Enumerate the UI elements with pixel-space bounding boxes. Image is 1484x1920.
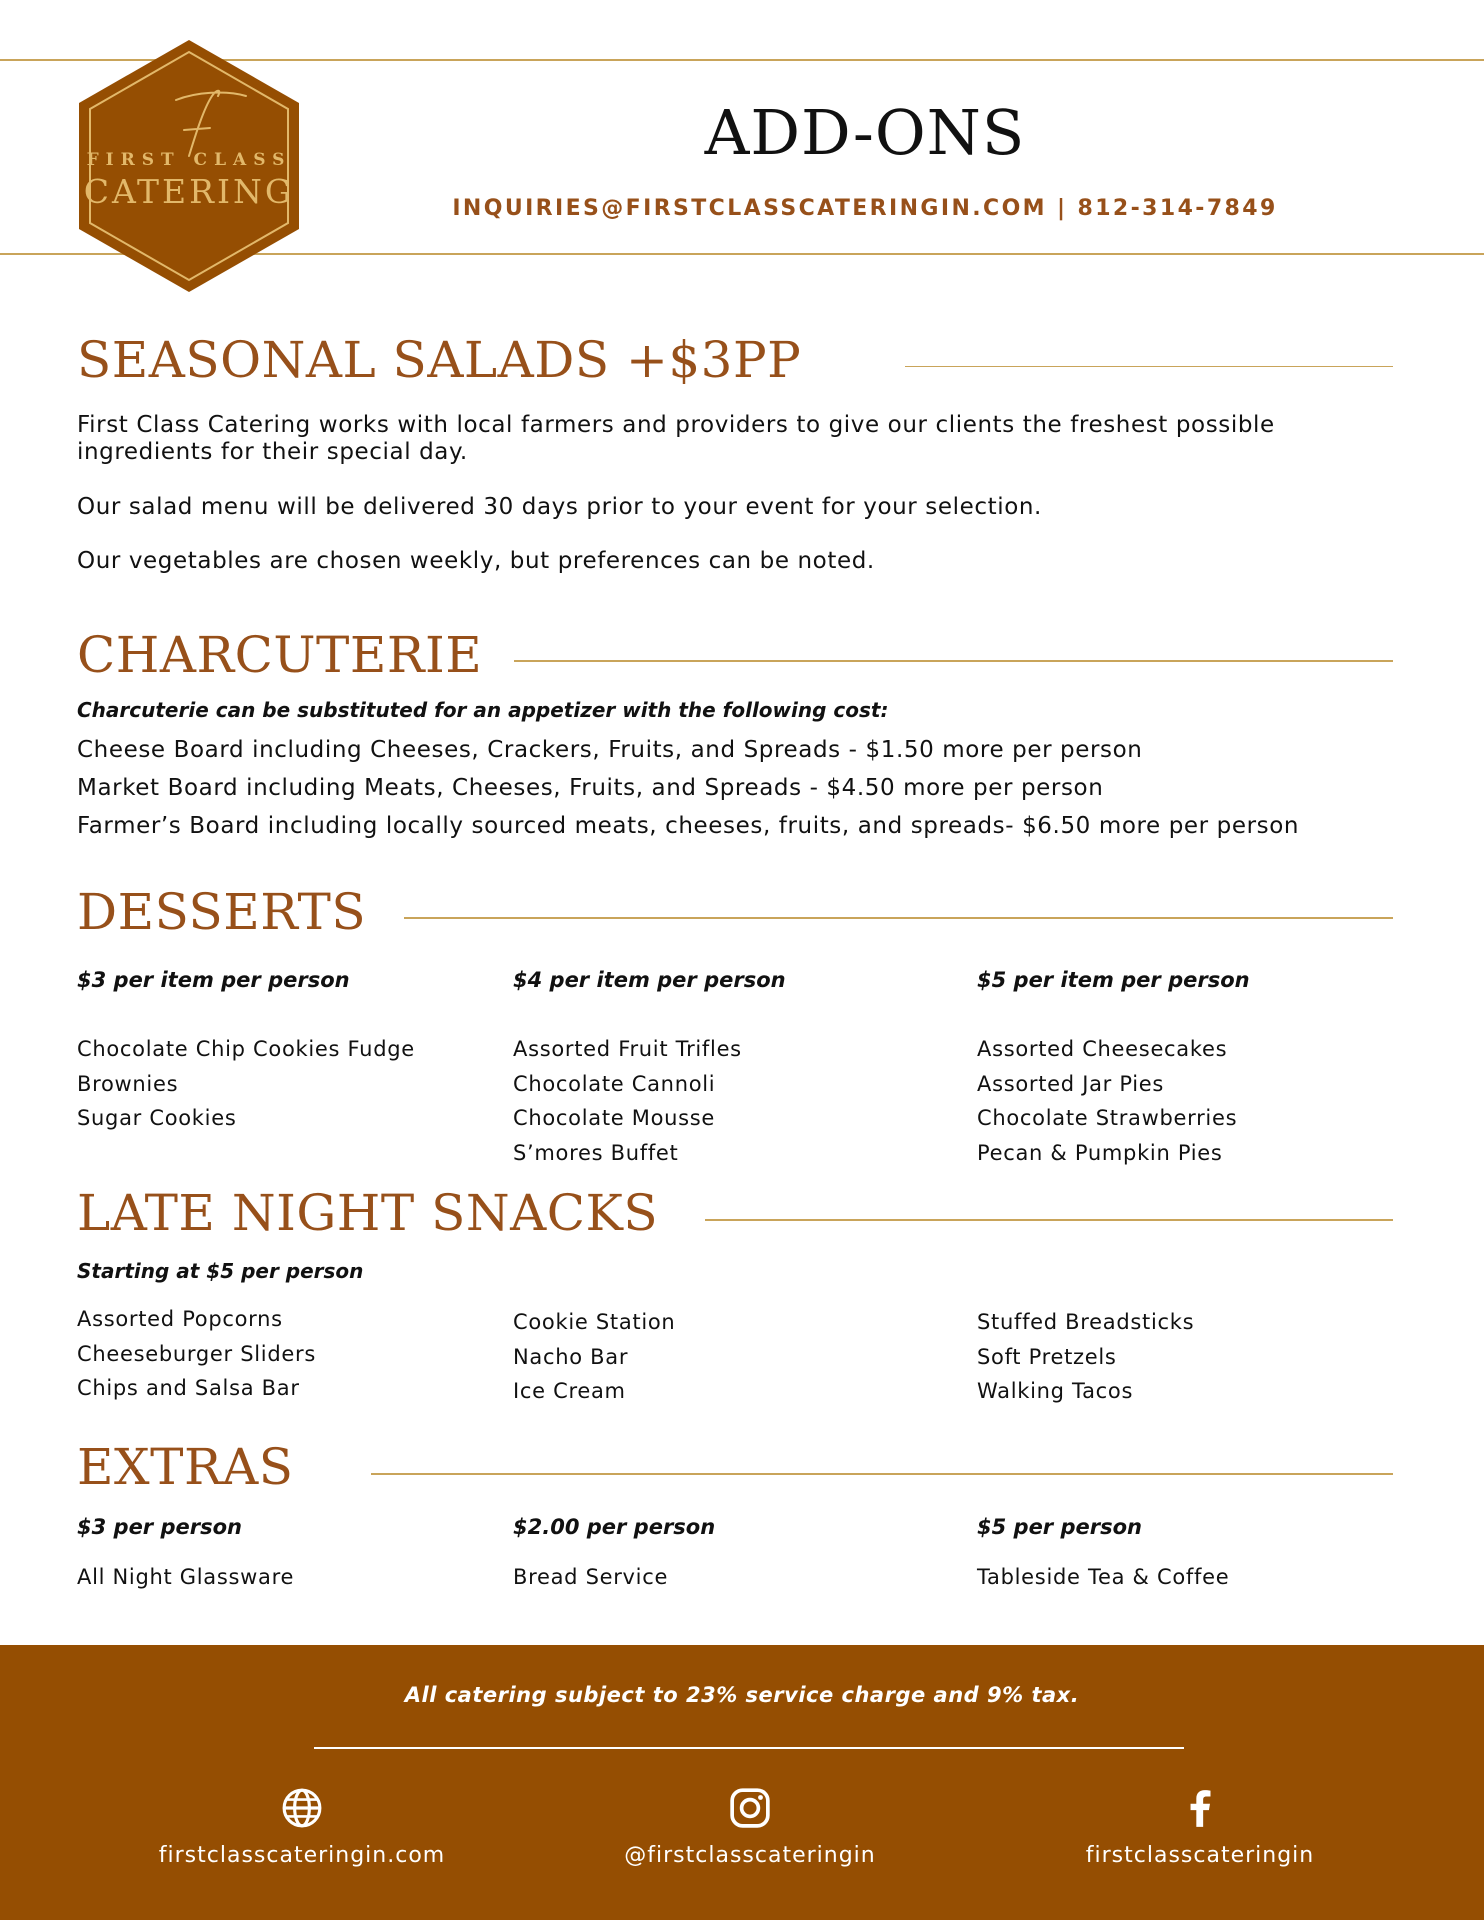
list-item: Chocolate Chip Cookies Fudge — [77, 1037, 415, 1061]
charcuterie-item: Farmer’s Board including locally sourced meats, cheeses, fruits, and spreads- $6.50 more per person — [77, 813, 1300, 839]
list-item: Cookie Station — [513, 1310, 676, 1334]
section-rule-extras — [371, 1473, 1393, 1475]
list-item: Ice Cream — [513, 1379, 626, 1403]
list-item: Assorted Jar Pies — [977, 1071, 1165, 1096]
list-item: Brownies — [77, 1071, 179, 1096]
charcuterie-note: Charcuterie can be substituted for an appetizer with the following cost: — [77, 698, 889, 722]
late-night-list — [977, 1305, 1194, 1409]
instagram-icon — [729, 1787, 771, 1829]
extras-list — [513, 1560, 668, 1595]
list-item: All Night Glassware — [77, 1565, 295, 1589]
list-item: Chocolate Strawberries — [977, 1106, 1238, 1130]
contact-line[interactable]: INQUIRIES@FIRSTCLASSCATERINGIN.COM | 812-314-7849 — [452, 196, 1278, 221]
facebook-icon — [1179, 1787, 1221, 1829]
desserts-price-tier: $5 per item per person — [977, 968, 1250, 992]
extras-list — [977, 1560, 1229, 1595]
charcuterie-item: Cheese Board including Cheeses, Crackers, Fruits, and Spreads - $1.50 more per person — [77, 737, 1143, 763]
page-title: ADD-ONS — [704, 96, 1026, 169]
extras-price-tier: $5 per person — [977, 1515, 1142, 1539]
desserts-list — [513, 1032, 742, 1170]
social-link-website[interactable] — [92, 1787, 512, 1868]
salads-paragraph: First Class Catering works with local farmers and providers to give our clients the freshest possible ingredients for their special day. — [77, 412, 1275, 465]
social-handle: firstclasscateringin — [1085, 1843, 1315, 1868]
section-heading-desserts: DESSERTS — [77, 883, 367, 941]
footer-rule — [314, 1747, 1184, 1749]
section-rule-desserts — [404, 917, 1393, 919]
late-night-list — [513, 1305, 675, 1409]
social-handle: @firstclasscateringin — [624, 1843, 876, 1868]
desserts-price-tier: $4 per item per person — [513, 968, 786, 992]
globe-icon — [281, 1787, 323, 1829]
logo-text-first-class: FIRST CLASS — [86, 150, 292, 170]
list-item: Assorted Fruit Trifles — [513, 1037, 742, 1061]
extras-list — [77, 1560, 294, 1595]
section-heading-charcuterie: CHARCUTERIE — [77, 626, 483, 684]
extras-price-tier: $2.00 per person — [513, 1515, 716, 1539]
list-item: Tableside Tea & Coffee — [977, 1565, 1230, 1589]
social-link-instagram[interactable] — [540, 1787, 960, 1868]
list-item: Stuffed Breadsticks — [977, 1310, 1195, 1334]
footer-service-charge-note: All catering subject to 23% service charge and 9% tax. — [404, 1683, 1080, 1707]
section-rule-salads — [905, 366, 1393, 367]
list-item: Pecan & Pumpkin Pies — [977, 1140, 1223, 1165]
extras-price-tier: $3 per person — [77, 1515, 242, 1539]
list-item: Soft Pretzels — [977, 1344, 1117, 1369]
social-handle: firstclasscateringin.com — [158, 1843, 446, 1868]
list-item: S’mores Buffet — [513, 1140, 679, 1165]
list-item: Assorted Cheesecakes — [977, 1037, 1228, 1061]
salads-paragraph: Our vegetables are chosen weekly, but preferences can be noted. — [77, 548, 875, 574]
list-item: Nacho Bar — [513, 1344, 629, 1369]
section-heading-extras: EXTRAS — [77, 1438, 294, 1496]
social-link-facebook[interactable] — [990, 1787, 1410, 1868]
list-item: Cheeseburger Sliders — [77, 1341, 316, 1366]
section-heading-late-night: LATE NIGHT SNACKS — [77, 1184, 659, 1242]
list-item: Assorted Popcorns — [77, 1307, 283, 1331]
desserts-list — [977, 1032, 1237, 1170]
list-item: Chocolate Cannoli — [513, 1071, 716, 1096]
late-night-note: Starting at $5 per person — [77, 1259, 364, 1283]
section-rule-charcuterie — [514, 660, 1393, 662]
list-item: Sugar Cookies — [77, 1106, 237, 1130]
charcuterie-item: Market Board including Meats, Cheeses, Fruits, and Spreads - $4.50 more per person — [77, 775, 1104, 801]
list-item: Chocolate Mousse — [513, 1106, 716, 1130]
salads-paragraph: Our salad menu will be delivered 30 days prior to your event for your selection. — [77, 494, 1042, 520]
desserts-price-tier: $3 per item per person — [77, 968, 350, 992]
list-item: Chips and Salsa Bar — [77, 1376, 300, 1400]
late-night-list — [77, 1302, 316, 1406]
list-item: Bread Service — [513, 1565, 669, 1589]
logo-text-catering: CATERING — [83, 172, 295, 211]
section-heading-salads: SEASONAL SALADS +$3PP — [77, 331, 802, 389]
section-rule-late-night — [705, 1219, 1393, 1221]
list-item: Walking Tacos — [977, 1379, 1134, 1403]
desserts-list — [77, 1032, 415, 1136]
footer — [0, 1645, 1484, 1920]
